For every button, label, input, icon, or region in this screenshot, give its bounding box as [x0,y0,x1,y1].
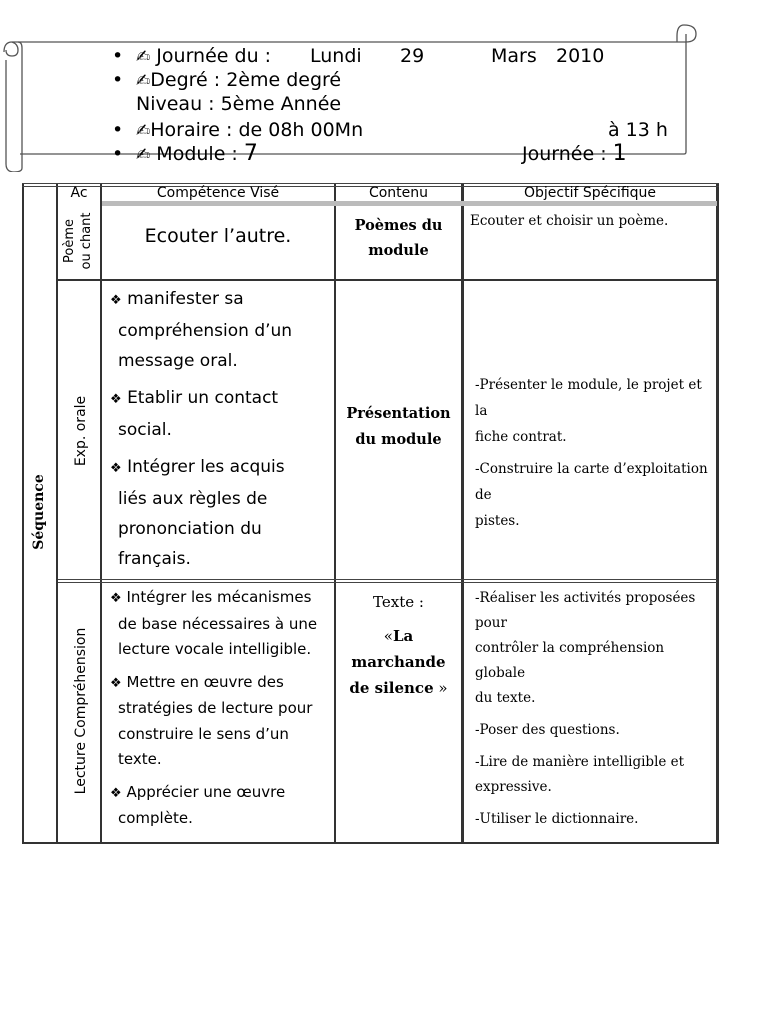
bullet-icon: • [112,143,124,165]
journee2-value: 1 [612,141,627,166]
lesson-table [22,183,720,844]
objectif-ecouter: Ecouter et choisir un poème. [470,213,669,229]
bullet-icon: • [112,119,124,141]
bullet-icon: • [112,69,124,91]
header-objectif: Objectif Spécifique [523,185,657,201]
module-label: Module : [156,143,238,165]
writing-hand-icon: ✍ [136,47,151,67]
objectif-list-exp-orale [475,372,715,534]
writing-hand-icon: ✍ [136,121,151,141]
journee-label: Journée du : [156,45,272,67]
competence-item: ❖ Intégrer les acquis liés aux règles de prononciation du français. [110,457,285,569]
ac-exp-orale: Exp. orale [73,395,89,467]
horaire-end: à 13 h [608,119,668,141]
horaire-text: Horaire : de 08h 00Mn [150,119,364,141]
competence-item: ❖ Intégrer les mécanismes de base nécessaires à une lecture vocale intelligible. [110,588,318,658]
objectif-item: -Lire de manière intelligible et expressive. [475,754,685,795]
header-competence: Compétence Visé [156,185,280,201]
objectif-item: -Construire la carte d’exploitation de pistes. [475,461,708,529]
diamond-bullet-icon: ❖ [110,293,122,308]
journee2-label: Journée : [522,143,607,165]
competence-item: ❖ Apprécier une œuvre complète. [110,782,286,827]
module-value: 7 [243,141,258,166]
table-line-sequence [56,183,58,844]
niveau-text: Niveau : 5ème Année [136,93,342,115]
sequence-label: Séquence [31,474,47,550]
journee-month: Mars [491,45,537,67]
ac-poeme: Poème ou chant [62,212,94,270]
table-border-right [716,183,719,844]
writing-hand-icon: ✍ [136,145,151,165]
table-line-ac [100,183,102,844]
ac-lecture-comprehension: Lecture Compréhension [73,627,89,795]
contenu-presentation: Présentation du module [346,405,451,448]
diamond-bullet-icon: ❖ [110,675,122,691]
journee-day: Lundi [310,45,362,67]
competence-list-lecture [110,585,332,832]
competence-list-exp-orale [110,284,332,574]
objectif-item: -Poser des questions. [475,722,620,738]
competence-item: ❖ manifester sa compréhension d’un message oral. [110,289,293,371]
contenu-texte: Texte : «La marchande de silence » [349,593,448,697]
competence-item: ❖ Mettre en œuvre des stratégies de lecture pour construire le sens d’un texte. [110,672,313,768]
competence-ecouter: Ecouter l’autre. [144,225,292,247]
objectif-item: -Utiliser le dictionnaire. [475,811,639,827]
header-ac: Ac [70,185,88,201]
table-row2-divider [58,579,717,583]
objectif-list-lecture [475,586,715,832]
table-row1-divider [58,279,717,281]
table-border-bottom [22,842,719,844]
contenu-poemes: Poèmes du module [354,217,443,259]
journee-date: 29 [400,45,425,67]
header-contenu: Contenu [368,185,429,201]
diamond-bullet-icon: ❖ [110,461,122,476]
table-line-competence [334,183,336,844]
table-border-left [22,183,24,844]
objectif-item: -Présenter le module, le projet et la fiche contrat. [475,377,702,445]
diamond-bullet-icon: ❖ [110,591,122,606]
table-line-contenu [461,183,464,844]
objectif-item: -Réaliser les activités proposées pour contrôler la compréhension globale du texte. [475,590,696,706]
diamond-bullet-icon: ❖ [110,392,122,407]
degre-text: Degré : 2ème degré [150,69,342,91]
writing-hand-icon: ✍ [136,71,151,91]
bullet-icon: • [112,45,124,67]
diamond-bullet-icon: ❖ [110,785,122,801]
journee-year: 2010 [556,45,605,67]
competence-item: ❖ Etablir un contact social. [110,388,279,440]
